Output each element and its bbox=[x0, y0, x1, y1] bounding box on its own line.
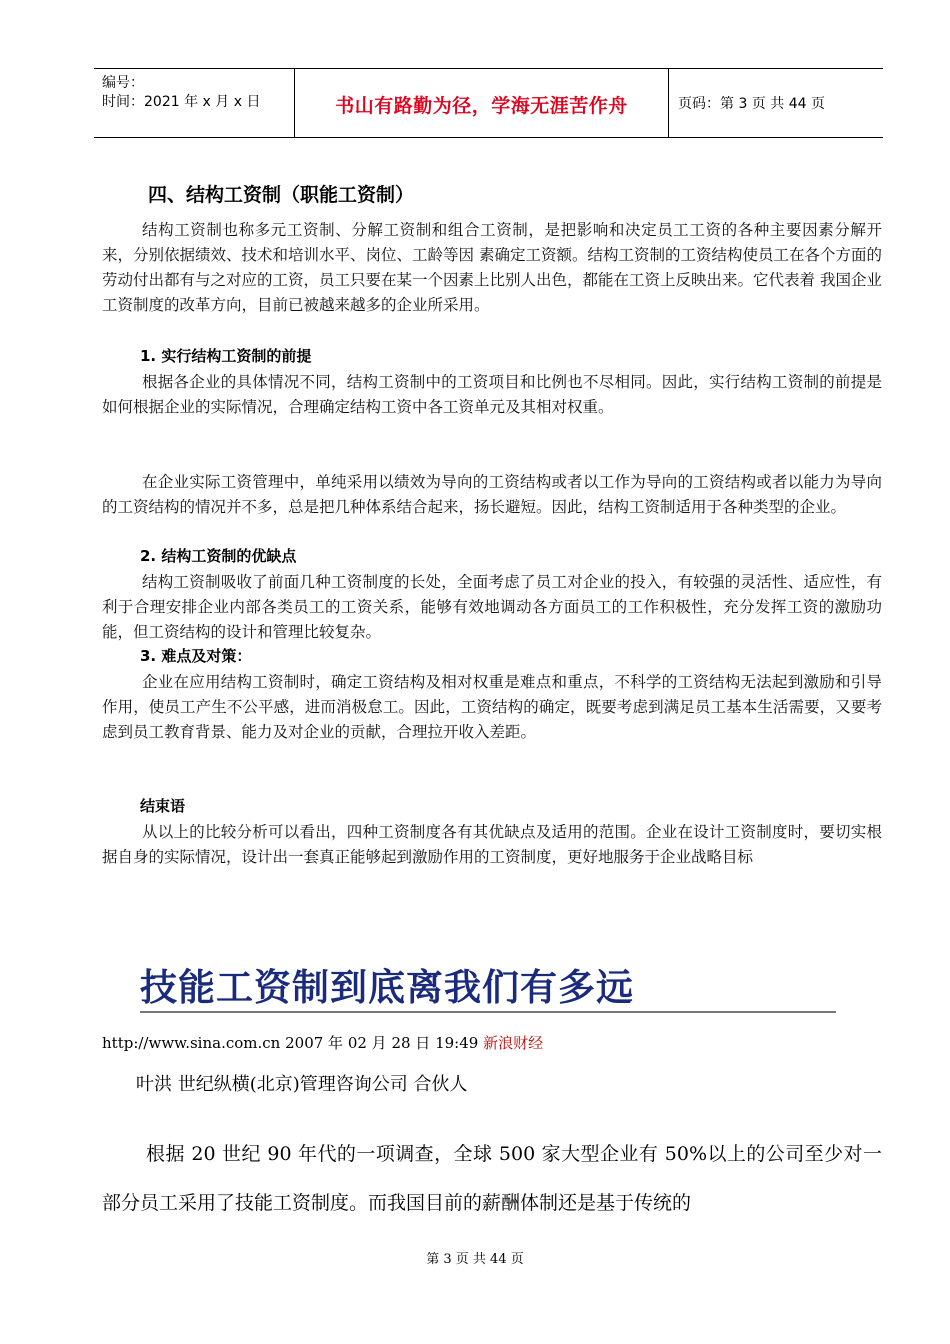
header-page-cell bbox=[668, 69, 883, 137]
section-title: 四、结构工资制（职能工资制） bbox=[148, 184, 415, 206]
conclusion-paragraph: 从以上的比较分析可以看出，四种工资制度各有其优缺点及适用的范围。企业在设计工资制度时，要切实根据自身的实际情况，设计出一套真正能够起到激励作用的工资制度，更好地服务于企业战略目标 bbox=[102, 823, 882, 866]
serial-label: 编号： bbox=[102, 75, 144, 91]
header-motto-cell bbox=[294, 69, 669, 137]
subheading-premise: 1. 实行结构工资制的前提 bbox=[140, 347, 312, 365]
header-info-cell bbox=[94, 69, 294, 137]
subheading-difficulties: 3. 难点及对策： bbox=[140, 647, 252, 665]
pros-cons-paragraph: 结构工资制吸收了前面几种工资制度的长处，全面考虑了员工对企业的投入，有较强的灵活性、适应性，有利于合理安排企业内部各类员工的工资关系，能够有效地调动各方面员工的工作积极性，充分发挥工资的激励功能，但工资结构的设计和管理比较复杂。 bbox=[102, 573, 882, 641]
source-brand-link[interactable]: 新浪财经 bbox=[483, 1034, 544, 1052]
article-author: 叶洪 世纪纵横(北京)管理咨询公司 合伙人 bbox=[136, 1074, 468, 1095]
premise-paragraph: 根据各企业的具体情况不同，结构工资制中的工资项目和比例也不尽相同。因此，实行结构工资制的前提是如何根据企业的实际情况，合理确定结构工资中各工资单元及其相对权重。 bbox=[102, 373, 882, 416]
time-label: 时间：2021 年 x 月 x 日 bbox=[102, 94, 261, 110]
subheading-pros-cons: 2. 结构工资制的优缺点 bbox=[140, 547, 297, 565]
difficulties-paragraph: 企业在应用结构工资制时，确定工资结构及相对权重是难点和重点，不科学的工资结构无法起到激励和引导作用，使员工产生不公平感，进而消极怠工。因此，工资结构的确定，既要考虑到满足员工基本生活需要，又要考虑到员工教育背景、能力及对企业的贡献，合理拉开收入差距。 bbox=[102, 673, 882, 741]
article-body: 根据 20 世纪 90 年代的一项调查，全球 500 家大型企业有 50%以上的公司至少对一部分员工采用了技能工资制度。而我国目前的薪酬体制还是基于传统的 bbox=[102, 1143, 882, 1214]
page-counter: 页码：第 3 页 共 44 页 bbox=[678, 96, 825, 112]
source-url[interactable]: http://www.sina.com.cn bbox=[102, 1034, 281, 1052]
page-header bbox=[94, 68, 883, 138]
intro-paragraph: 结构工资制也称多元工资制、分解工资制和组合工资制，是把影响和决定员工工资的各种主要因素分解开来，分别依据绩效、技术和培训水平、岗位、工龄等因 素确定工资额。结构工资制的工资结构使员工在各个方面的劳动付出都有与之对应的工资，员工只要在某一个因素上比别人出色，都能在工资上反映出来。它代表着 我国企业工资制度的改革方向，目前已被越来越多的企业所采用。 bbox=[102, 221, 882, 314]
motto: 书山有路勤为径，学海无涯苦作舟 bbox=[335, 95, 628, 117]
source-date: 2007 年 02 月 28 日 19:49 bbox=[280, 1034, 484, 1052]
practice-paragraph: 在企业实际工资管理中，单纯采用以绩效为导向的工资结构或者以工作为导向的工资结构或者以能力为导向的工资结构的情况并不多，总是把几种体系结合起来，扬长避短。因此，结构工资制适用于各种类型的企业。 bbox=[102, 473, 882, 516]
article-source bbox=[102, 1032, 543, 1053]
title-divider bbox=[140, 1011, 836, 1013]
page-footer: 第 3 页 共 44 页 bbox=[426, 1252, 524, 1267]
subheading-conclusion: 结束语 bbox=[140, 797, 186, 815]
article-title: 技能工资制到底离我们有多远 bbox=[140, 965, 634, 1009]
